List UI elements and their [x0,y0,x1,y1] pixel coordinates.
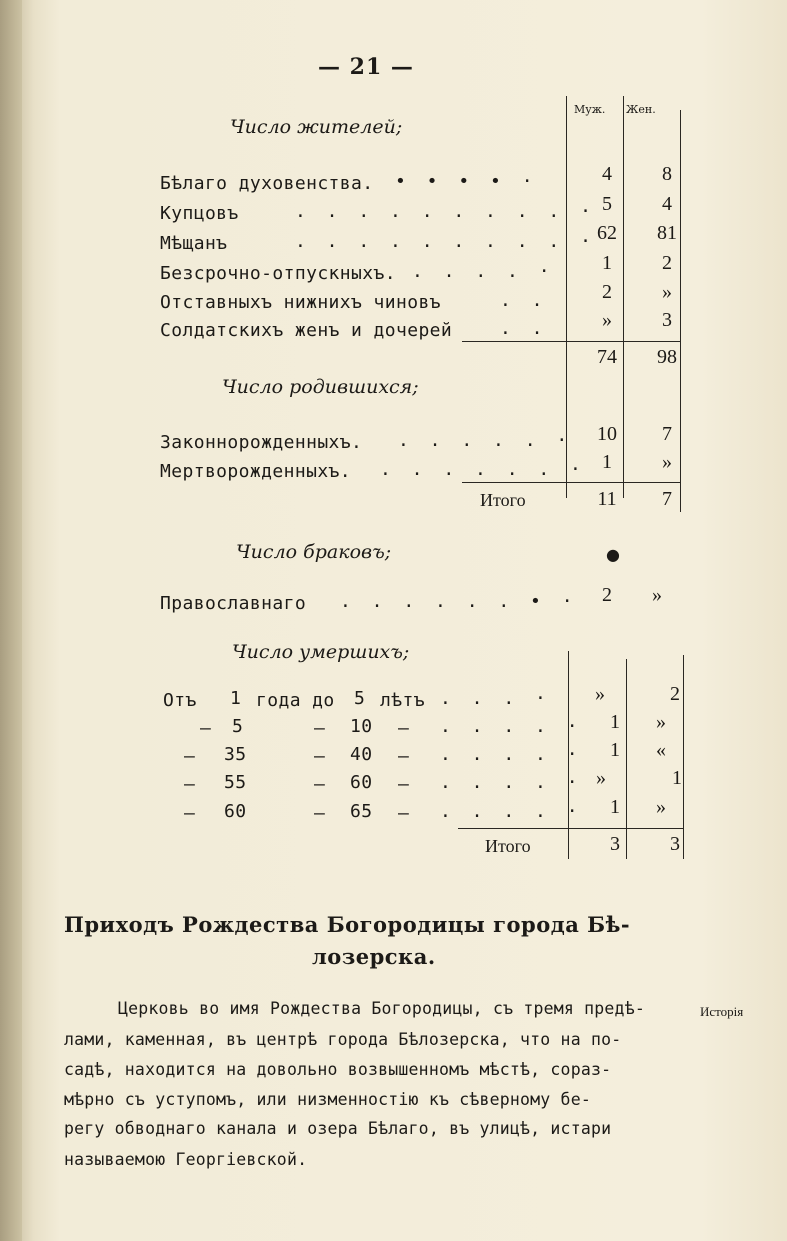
women-value: » [652,584,662,606]
age-mid: — [314,746,326,767]
row-label: Мѣщанъ [160,233,228,254]
leader-dots: . . . . . . . . . · [295,201,596,222]
age-to-suffix: — [398,746,410,767]
row-label: Солдатскихъ женъ и дочерей [160,320,453,341]
age-from: 55 [224,772,247,793]
leader-dots: . . . . . . • · [340,591,578,612]
residents-total-women: 98 [657,346,677,368]
men-value: 5 [602,193,612,215]
leader-dots: . . . · [440,688,551,709]
section-title-line1: Приходъ Рождества Богородицы города Бѣ- [64,912,631,937]
leader-dots: . . . . . . · [380,459,586,480]
residents-total-men: 74 [597,346,617,368]
leader-dots: . . . . · [440,801,583,822]
age-from: 35 [224,744,247,765]
row-label: Православнаго [160,593,307,614]
leader-dots: . . . . . . . . . · [295,231,596,252]
age-to-suffix: лѣтъ [380,690,425,711]
women-value: » [662,281,672,303]
age-from-prefix: — [184,774,196,795]
age-mid: — [314,718,326,739]
births-total-label: Итого [480,490,526,510]
births-sum-rule [462,482,680,483]
age-from-prefix: Отъ [163,690,197,711]
residents-sum-rule [462,341,680,342]
men-value: 4 [602,163,612,185]
age-to-suffix: — [398,718,410,739]
paragraph-line: называемою Георгіевской. [64,1150,308,1169]
women-value: » [656,796,666,818]
age-from: 1 [230,688,242,709]
row-label: Безсрочно-отпускныхъ. [160,263,396,284]
men-value: 1 [610,796,620,818]
men-value: » [602,309,612,331]
residents-heading: Число жителей; [230,116,403,138]
age-from-prefix: — [184,746,196,767]
age-to: 65 [350,801,373,822]
women-value: 2 [670,683,680,705]
women-value: » [662,451,672,473]
deaths-sum-rule [458,828,683,829]
paragraph-line: лами, каменная, въ центрѣ города Бѣлозерска, что на по- [64,1030,622,1049]
leader-dots: . . . . · [440,772,583,793]
marriages-heading: Число браковъ; [236,541,392,563]
deaths-heading: Число умершихъ; [232,641,410,663]
men-value: 10 [597,423,617,445]
births-total-women: 7 [662,488,672,510]
row-label: Мертворожденныхъ. [160,461,352,482]
leader-dots: . . . . · [440,744,583,765]
men-value: 1 [602,252,612,274]
age-mid: — [314,774,326,795]
men-value: » [596,767,606,789]
leader-dots: . . . . · [412,261,555,282]
row-label: Купцовъ [160,203,239,224]
age-mid: года до [256,690,335,711]
age-to-suffix: — [398,774,410,795]
men-value: 2 [602,584,612,606]
women-value: 3 [662,309,672,331]
row-label: Отставныхъ нижнихъ чиновъ [160,292,441,313]
paragraph-line: мѣрно съ уступомъ, или низменностію къ сѣверному бе- [64,1090,591,1109]
margin-note: Исторія [700,1004,744,1019]
women-value: 8 [662,163,672,185]
births-total-men: 11 [597,488,617,510]
women-value: 81 [657,222,677,244]
age-from: 60 [224,801,247,822]
men-value: » [595,683,605,705]
births-heading: Число родившихся; [222,376,419,398]
paragraph-line: Церковь во имя Рождества Богородицы, съ тремя предѣ- [118,999,645,1018]
women-value: 4 [662,193,672,215]
men-value: 1 [610,739,620,761]
women-value: 1 [672,767,682,789]
header-women: Жен. [626,103,656,116]
women-value: « [656,739,666,761]
leader-dots: . . . . . · [398,430,573,451]
row-label: Законнорожденныхъ. [160,432,363,453]
women-value: » [656,711,666,733]
ink-dot: ● [606,545,620,564]
leader-dots: . . [500,318,548,339]
deaths-total-women: 3 [670,833,680,855]
leader-dots: • • • • · [395,171,538,192]
age-to: 10 [350,716,373,737]
age-from-prefix: — [184,803,196,824]
women-value: 2 [662,252,672,274]
page-number: — 21 — [318,54,414,80]
paragraph-line: садѣ, находится на довольно возвышенномъ мѣстѣ, сораз- [64,1060,612,1079]
paragraph-line: регу обводнаго канала и озера Бѣлаго, въ улицѣ, истари [64,1119,612,1138]
deaths-total-men: 3 [610,833,620,855]
women-value: 7 [662,423,672,445]
men-value: 1 [610,711,620,733]
leader-dots: . . [500,290,548,311]
men-value: 2 [602,281,612,303]
section-title-line2: лозерска. [312,944,436,969]
row-label: Бѣлаго духовенства. [160,173,374,194]
deaths-total-label: Итого [485,836,531,856]
age-from: 5 [232,716,244,737]
header-men: Муж. [574,103,606,116]
age-to: 5 [354,688,366,709]
age-from-prefix: — [200,718,212,739]
men-value: 1 [602,451,612,473]
age-to: 40 [350,744,373,765]
leader-dots: . . . . · [440,716,583,737]
book-spine-shadow [0,0,22,1241]
age-to: 60 [350,772,373,793]
age-mid: — [314,803,326,824]
age-to-suffix: — [398,803,410,824]
men-value: 62 [597,222,617,244]
